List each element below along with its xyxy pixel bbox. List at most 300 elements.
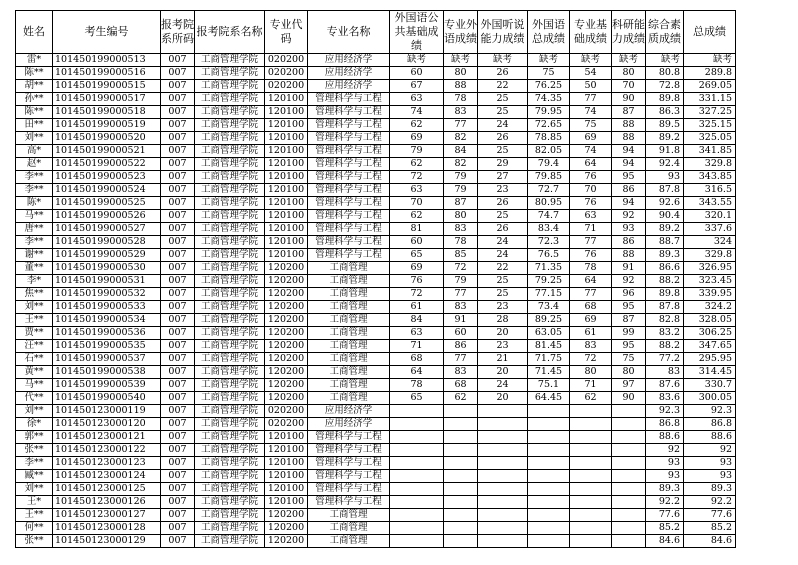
cell-col-overall: 82.8 [646,314,684,327]
cell-col-major-basic: 71 [570,223,612,236]
cell-col-research: 94 [612,197,646,210]
cell-col-foreign-total: 79.85 [528,171,570,184]
cell-col-candidate-id: 101450199000523 [53,171,161,184]
header-col-dept-name: 报考院系名称 [195,11,265,54]
cell-col-name: 唐** [16,223,53,236]
cell-col-foreign-major [444,431,478,444]
cell-col-foreign-public: 71 [390,340,444,353]
cell-col-dept-name: 工商管理学院 [195,158,265,171]
table-row [16,535,736,548]
cell-col-dept-code: 007 [161,496,195,509]
cell-col-listening [478,405,528,418]
cell-col-foreign-public: 64 [390,366,444,379]
table-row [16,379,736,392]
table-row [16,301,736,314]
cell-col-listening: 26 [478,67,528,80]
cell-col-overall: 88.6 [646,431,684,444]
cell-col-total: 347.65 [684,340,736,353]
cell-col-foreign-major: 78 [444,236,478,249]
cell-col-dept-code: 007 [161,119,195,132]
cell-col-research: 88 [612,249,646,262]
table-row [16,496,736,509]
cell-col-candidate-id: 101450199000526 [53,210,161,223]
cell-col-foreign-major: 77 [444,353,478,366]
cell-col-foreign-major [444,470,478,483]
cell-col-total: 320.1 [684,210,736,223]
cell-col-name: 黄** [16,366,53,379]
cell-col-foreign-public [390,405,444,418]
cell-col-candidate-id: 101450199000515 [53,80,161,93]
cell-col-name: 赵* [16,158,53,171]
cell-col-total: 92 [684,444,736,457]
table-row [16,509,736,522]
cell-col-major-name: 管理科学与工程 [308,158,390,171]
cell-col-listening: 25 [478,145,528,158]
cell-col-major-code: 120200 [265,262,308,275]
cell-col-major-basic: 缺考 [570,54,612,67]
cell-col-major-code: 120100 [265,210,308,223]
cell-col-major-code: 020200 [265,54,308,67]
cell-col-listening: 20 [478,327,528,340]
cell-col-research: 70 [612,80,646,93]
table-row [16,80,736,93]
cell-col-major-name: 管理科学与工程 [308,145,390,158]
cell-col-foreign-public: 68 [390,353,444,366]
cell-col-major-code: 120200 [265,509,308,522]
cell-col-major-name: 工商管理 [308,535,390,548]
cell-col-major-name: 工商管理 [308,314,390,327]
cell-col-listening: 20 [478,366,528,379]
cell-col-foreign-public: 72 [390,288,444,301]
cell-col-foreign-total: 74.7 [528,210,570,223]
cell-col-major-name: 工商管理 [308,340,390,353]
table-row [16,119,736,132]
cell-col-foreign-public: 62 [390,158,444,171]
cell-col-research [612,483,646,496]
cell-col-major-name: 管理科学与工程 [308,223,390,236]
cell-col-major-code: 020200 [265,67,308,80]
cell-col-listening: 23 [478,340,528,353]
cell-col-major-code: 120200 [265,327,308,340]
cell-col-major-basic: 80 [570,366,612,379]
cell-col-name: 谢** [16,249,53,262]
cell-col-major-name: 管理科学与工程 [308,236,390,249]
cell-col-dept-code: 007 [161,327,195,340]
cell-col-foreign-public: 63 [390,93,444,106]
cell-col-foreign-public: 67 [390,80,444,93]
cell-col-listening: 24 [478,249,528,262]
cell-col-foreign-total: 76.5 [528,249,570,262]
cell-col-dept-name: 工商管理学院 [195,444,265,457]
cell-col-major-code: 120200 [265,366,308,379]
cell-col-total: 300.05 [684,392,736,405]
cell-col-foreign-total: 71.35 [528,262,570,275]
cell-col-foreign-major [444,509,478,522]
cell-col-candidate-id: 101450123000128 [53,522,161,535]
cell-col-major-code: 120200 [265,275,308,288]
cell-col-major-basic: 78 [570,262,612,275]
cell-col-listening [478,496,528,509]
cell-col-major-basic [570,405,612,418]
cell-col-dept-code: 007 [161,132,195,145]
cell-col-foreign-major: 87 [444,197,478,210]
cell-col-research [612,405,646,418]
cell-col-major-basic: 70 [570,184,612,197]
cell-col-foreign-major [444,496,478,509]
cell-col-name: 何** [16,522,53,535]
cell-col-listening [478,483,528,496]
cell-col-overall: 92.6 [646,197,684,210]
cell-col-overall: 83 [646,366,684,379]
cell-col-name: 董** [16,262,53,275]
cell-col-name: 马** [16,379,53,392]
table-row [16,314,736,327]
cell-col-listening: 25 [478,275,528,288]
cell-col-foreign-total: 75 [528,67,570,80]
cell-col-overall: 72.8 [646,80,684,93]
cell-col-dept-code: 007 [161,483,195,496]
cell-col-dept-name: 工商管理学院 [195,522,265,535]
table-row [16,457,736,470]
cell-col-major-code: 120100 [265,496,308,509]
cell-col-foreign-total: 缺考 [528,54,570,67]
cell-col-overall: 92 [646,444,684,457]
cell-col-candidate-id: 101450199000534 [53,314,161,327]
cell-col-foreign-major [444,535,478,548]
cell-col-overall: 80.8 [646,67,684,80]
cell-col-research: 87 [612,314,646,327]
cell-col-research: 90 [612,93,646,106]
cell-col-research [612,509,646,522]
cell-col-major-basic [570,457,612,470]
cell-col-major-basic: 64 [570,275,612,288]
cell-col-foreign-major: 78 [444,93,478,106]
cell-col-major-basic [570,535,612,548]
cell-col-total: 86.8 [684,418,736,431]
cell-col-major-name: 管理科学与工程 [308,496,390,509]
cell-col-major-name: 管理科学与工程 [308,119,390,132]
cell-col-overall: 93 [646,470,684,483]
cell-col-foreign-total: 78.85 [528,132,570,145]
cell-col-listening [478,457,528,470]
cell-col-listening: 25 [478,288,528,301]
cell-col-candidate-id: 101450199000532 [53,288,161,301]
cell-col-candidate-id: 101450199000529 [53,249,161,262]
header-col-major-basic: 专业基础成绩 [570,11,612,54]
cell-col-name: 胡** [16,80,53,93]
cell-col-dept-code: 007 [161,418,195,431]
cell-col-foreign-total: 79.25 [528,275,570,288]
cell-col-major-basic: 64 [570,158,612,171]
cell-col-major-basic: 68 [570,301,612,314]
cell-col-candidate-id: 101450199000538 [53,366,161,379]
cell-col-name: 李** [16,236,53,249]
cell-col-listening [478,418,528,431]
cell-col-major-basic: 72 [570,353,612,366]
cell-col-foreign-public: 65 [390,392,444,405]
cell-col-total: 93 [684,457,736,470]
header-col-foreign-major: 专业外语成绩 [444,11,478,54]
cell-col-major-basic: 50 [570,80,612,93]
header-col-listening: 外国听说能力成绩 [478,11,528,54]
cell-col-foreign-total [528,457,570,470]
cell-col-dept-name: 工商管理学院 [195,392,265,405]
cell-col-dept-code: 007 [161,184,195,197]
cell-col-major-basic: 77 [570,236,612,249]
cell-col-dept-code: 007 [161,353,195,366]
cell-col-name: 李** [16,457,53,470]
cell-col-foreign-public: 62 [390,119,444,132]
cell-col-research: 95 [612,301,646,314]
cell-col-major-code: 120100 [265,236,308,249]
cell-col-total: 330.7 [684,379,736,392]
cell-col-dept-code: 007 [161,431,195,444]
cell-col-major-basic [570,483,612,496]
cell-col-dept-code: 007 [161,210,195,223]
cell-col-total: 341.85 [684,145,736,158]
cell-col-dept-code: 007 [161,444,195,457]
header-col-candidate-id: 考生编号 [53,11,161,54]
cell-col-name: 代** [16,392,53,405]
cell-col-candidate-id: 101450199000527 [53,223,161,236]
cell-col-overall: 77.2 [646,353,684,366]
cell-col-total: 324 [684,236,736,249]
cell-col-major-code: 120100 [265,145,308,158]
cell-col-major-basic: 83 [570,340,612,353]
cell-col-major-name: 工商管理 [308,509,390,522]
cell-col-overall: 83.2 [646,327,684,340]
table-row [16,132,736,145]
cell-col-major-code: 120100 [265,184,308,197]
cell-col-total: 324.2 [684,301,736,314]
cell-col-foreign-public: 65 [390,249,444,262]
header-col-dept-code: 报考院系所码 [161,11,195,54]
table-row [16,470,736,483]
cell-col-major-name: 管理科学与工程 [308,249,390,262]
cell-col-candidate-id: 101450199000521 [53,145,161,158]
cell-col-total: 316.5 [684,184,736,197]
cell-col-foreign-major: 77 [444,288,478,301]
cell-col-name: 李** [16,171,53,184]
cell-col-dept-code: 007 [161,301,195,314]
cell-col-listening: 24 [478,379,528,392]
cell-col-total: 269.05 [684,80,736,93]
cell-col-major-code: 120100 [265,158,308,171]
cell-col-dept-code: 007 [161,470,195,483]
cell-col-foreign-public [390,535,444,548]
cell-col-total: 343.85 [684,171,736,184]
cell-col-foreign-public: 62 [390,210,444,223]
cell-col-total: 325.05 [684,132,736,145]
cell-col-research [612,418,646,431]
cell-col-name: 臧** [16,470,53,483]
cell-col-total: 343.55 [684,197,736,210]
cell-col-total: 329.8 [684,158,736,171]
cell-col-dept-code: 007 [161,275,195,288]
cell-col-listening: 25 [478,93,528,106]
cell-col-dept-name: 工商管理学院 [195,80,265,93]
cell-col-foreign-total: 77.15 [528,288,570,301]
table-row [16,171,736,184]
cell-col-listening: 23 [478,184,528,197]
cell-col-research [612,457,646,470]
cell-col-dept-name: 工商管理学院 [195,132,265,145]
table-header [16,11,736,54]
cell-col-major-code: 120100 [265,106,308,119]
cell-col-overall: 87.8 [646,184,684,197]
cell-col-foreign-total [528,535,570,548]
cell-col-listening [478,444,528,457]
cell-col-candidate-id: 101450199000536 [53,327,161,340]
table-row [16,340,736,353]
cell-col-total: 295.95 [684,353,736,366]
cell-col-dept-name: 工商管理学院 [195,457,265,470]
cell-col-foreign-public: 74 [390,106,444,119]
cell-col-name: 张** [16,444,53,457]
cell-col-total: 89.3 [684,483,736,496]
cell-col-major-name: 工商管理 [308,262,390,275]
cell-col-foreign-public [390,470,444,483]
cell-col-major-code: 120100 [265,249,308,262]
cell-col-total: 339.95 [684,288,736,301]
cell-col-foreign-total: 71.45 [528,366,570,379]
cell-col-name: 刘** [16,483,53,496]
cell-col-foreign-total [528,496,570,509]
cell-col-dept-code: 007 [161,340,195,353]
cell-col-candidate-id: 101450199000513 [53,54,161,67]
cell-col-overall: 77.6 [646,509,684,522]
header-col-name: 姓名 [16,11,53,54]
cell-col-foreign-major: 83 [444,301,478,314]
cell-col-foreign-total [528,418,570,431]
cell-col-research: 80 [612,366,646,379]
cell-col-foreign-major: 72 [444,262,478,275]
cell-col-dept-name: 工商管理学院 [195,379,265,392]
table-row [16,197,736,210]
cell-col-dept-code: 007 [161,392,195,405]
cell-col-research [612,470,646,483]
cell-col-total: 325.15 [684,119,736,132]
cell-col-foreign-total [528,470,570,483]
table-row [16,522,736,535]
cell-col-major-name: 工商管理 [308,366,390,379]
cell-col-dept-name: 工商管理学院 [195,275,265,288]
table-row [16,366,736,379]
cell-col-major-code: 120100 [265,171,308,184]
cell-col-dept-code: 007 [161,106,195,119]
cell-col-research: 75 [612,353,646,366]
cell-col-major-name: 工商管理 [308,392,390,405]
cell-col-dept-code: 007 [161,249,195,262]
cell-col-foreign-major [444,418,478,431]
cell-col-foreign-public: 78 [390,379,444,392]
cell-col-dept-name: 工商管理学院 [195,145,265,158]
cell-col-foreign-total: 76.25 [528,80,570,93]
cell-col-name: 田** [16,119,53,132]
table-row [16,223,736,236]
header-col-research: 科研能力成绩 [612,11,646,54]
cell-col-foreign-public: 60 [390,67,444,80]
cell-col-foreign-major: 84 [444,145,478,158]
cell-col-major-code: 020200 [265,418,308,431]
cell-col-candidate-id: 101450199000517 [53,93,161,106]
cell-col-foreign-total: 80.95 [528,197,570,210]
cell-col-foreign-major [444,522,478,535]
cell-col-foreign-public: 69 [390,262,444,275]
cell-col-foreign-total: 82.05 [528,145,570,158]
score-table [15,10,736,548]
cell-col-major-name: 工商管理 [308,379,390,392]
cell-col-foreign-public [390,444,444,457]
cell-col-major-code: 120100 [265,132,308,145]
cell-col-research [612,522,646,535]
cell-col-dept-name: 工商管理学院 [195,184,265,197]
cell-col-major-code: 120200 [265,379,308,392]
cell-col-dept-name: 工商管理学院 [195,314,265,327]
cell-col-foreign-major: 68 [444,379,478,392]
cell-col-dept-code: 007 [161,145,195,158]
cell-col-foreign-public [390,496,444,509]
cell-col-total: 323.45 [684,275,736,288]
cell-col-major-code: 120100 [265,223,308,236]
cell-col-name: 贾** [16,327,53,340]
table-row [16,418,736,431]
table-row [16,210,736,223]
cell-col-overall: 89.5 [646,119,684,132]
cell-col-foreign-public [390,509,444,522]
cell-col-overall: 84.6 [646,535,684,548]
cell-col-listening: 23 [478,301,528,314]
table-row [16,93,736,106]
cell-col-total: 93 [684,470,736,483]
cell-col-candidate-id: 101450123000125 [53,483,161,496]
cell-col-candidate-id: 101450123000119 [53,405,161,418]
cell-col-name: 马** [16,210,53,223]
cell-col-foreign-public: 79 [390,145,444,158]
table-row [16,444,736,457]
table-row [16,249,736,262]
cell-col-candidate-id: 101450123000124 [53,470,161,483]
cell-col-name: 郭** [16,431,53,444]
cell-col-foreign-public: 81 [390,223,444,236]
cell-col-candidate-id: 101450199000535 [53,340,161,353]
cell-col-name: 刘** [16,301,53,314]
cell-col-major-basic: 62 [570,392,612,405]
cell-col-foreign-major: 91 [444,314,478,327]
cell-col-research: 86 [612,236,646,249]
cell-col-major-code: 120200 [265,340,308,353]
cell-col-candidate-id: 101450199000531 [53,275,161,288]
table-row [16,431,736,444]
cell-col-listening: 22 [478,262,528,275]
cell-col-overall: 83.6 [646,392,684,405]
cell-col-foreign-total: 71.75 [528,353,570,366]
cell-col-major-basic [570,418,612,431]
table-row [16,353,736,366]
cell-col-overall: 89.8 [646,288,684,301]
cell-col-foreign-major: 77 [444,119,478,132]
header-col-major-code: 专业代码 [265,11,308,54]
cell-col-foreign-public [390,483,444,496]
cell-col-foreign-total: 73.4 [528,301,570,314]
cell-col-listening: 25 [478,106,528,119]
cell-col-dept-name: 工商管理学院 [195,210,265,223]
cell-col-candidate-id: 101450123000126 [53,496,161,509]
cell-col-overall: 89.2 [646,223,684,236]
cell-col-research: 88 [612,119,646,132]
cell-col-dept-code: 007 [161,54,195,67]
cell-col-overall: 86.6 [646,262,684,275]
